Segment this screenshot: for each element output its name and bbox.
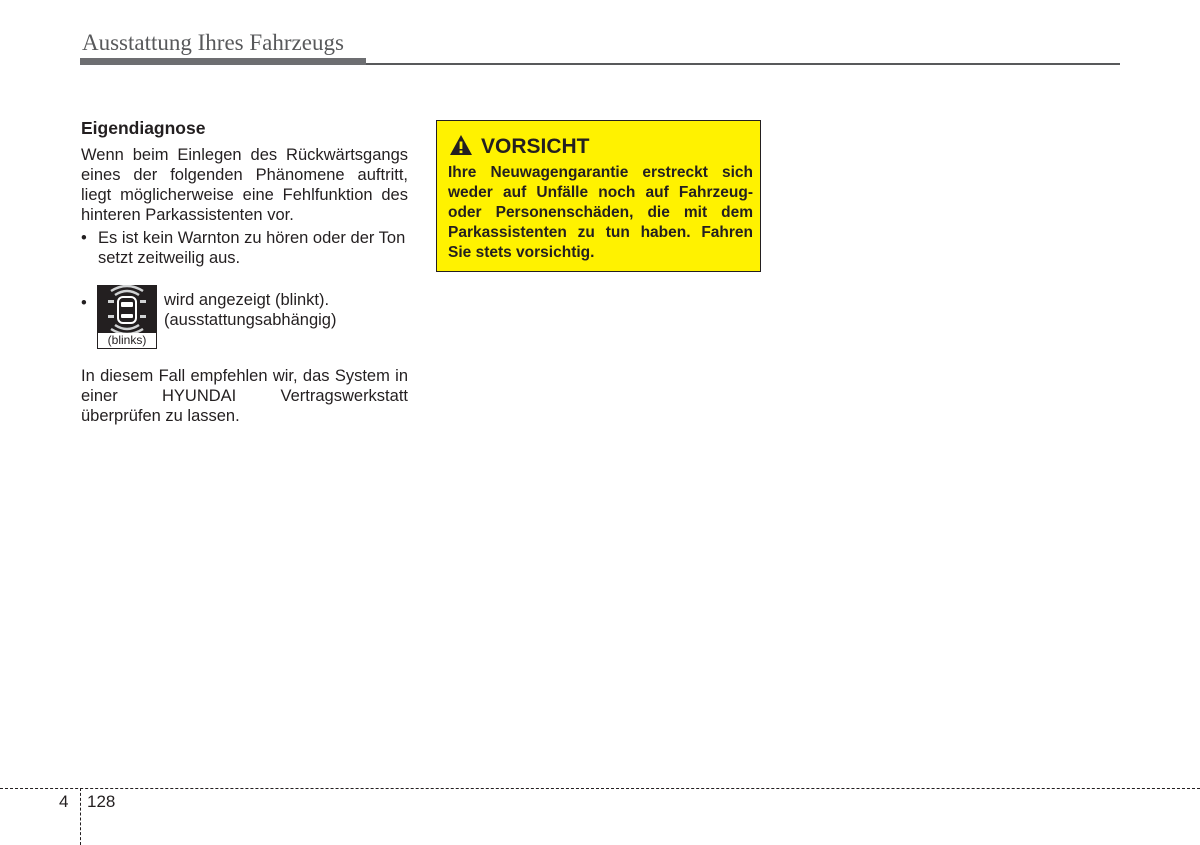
- section-heading: Eigendiagnose: [81, 118, 206, 138]
- symptom-list: [81, 228, 408, 268]
- warning-triangle-icon: [449, 134, 473, 163]
- list-item-text: Es ist kein Warnton zu hören oder der Ton setzt zeitweilig aus.: [98, 229, 406, 267]
- bullet-mark: •: [81, 229, 87, 247]
- caution-box: [436, 120, 761, 272]
- indicator-row: [81, 285, 408, 351]
- footer-divider: [0, 788, 1200, 789]
- list-item: [81, 228, 408, 268]
- bullet-mark: •: [81, 294, 87, 312]
- closing-paragraph: In diesem Fall empfehlen wir, das System in einer HYUNDAI Vertragswerkstatt überprüfen zu lassen.: [81, 367, 408, 425]
- indicator-description: [164, 290, 336, 330]
- caution-heading: [449, 134, 590, 163]
- indicator-caption: (blinks): [97, 332, 157, 349]
- parking-assist-indicator-icon: [97, 285, 157, 333]
- chapter-number: 4: [59, 792, 69, 811]
- main-column: [81, 117, 408, 426]
- chapter-title: Ausstattung Ihres Fahrzeugs: [82, 30, 344, 55]
- page-number: 128: [87, 792, 116, 811]
- header-rule-accent: [80, 58, 366, 65]
- footer-vertical-divider: [80, 788, 81, 845]
- caution-title: VORSICHT: [481, 135, 590, 158]
- intro-paragraph: Wenn beim Einlegen des Rückwärtsgangs eines der folgenden Phänomene auftritt, liegt möglicherweise eine Fehlfunktion des hinteren Parkassistenten vor.: [81, 146, 408, 224]
- indicator-line-2: (ausstattungsabhängig): [164, 311, 337, 329]
- indicator-line-1: wird angezeigt (blinkt).: [164, 291, 330, 309]
- caution-text: Ihre Neuwagengarantie erstreckt sich weder auf Unfälle noch auf Fahrzeug- oder Personenschäden, die mit dem Parkassistenten zu tun haben. Fahren Sie stets vorsichtig.: [448, 164, 753, 261]
